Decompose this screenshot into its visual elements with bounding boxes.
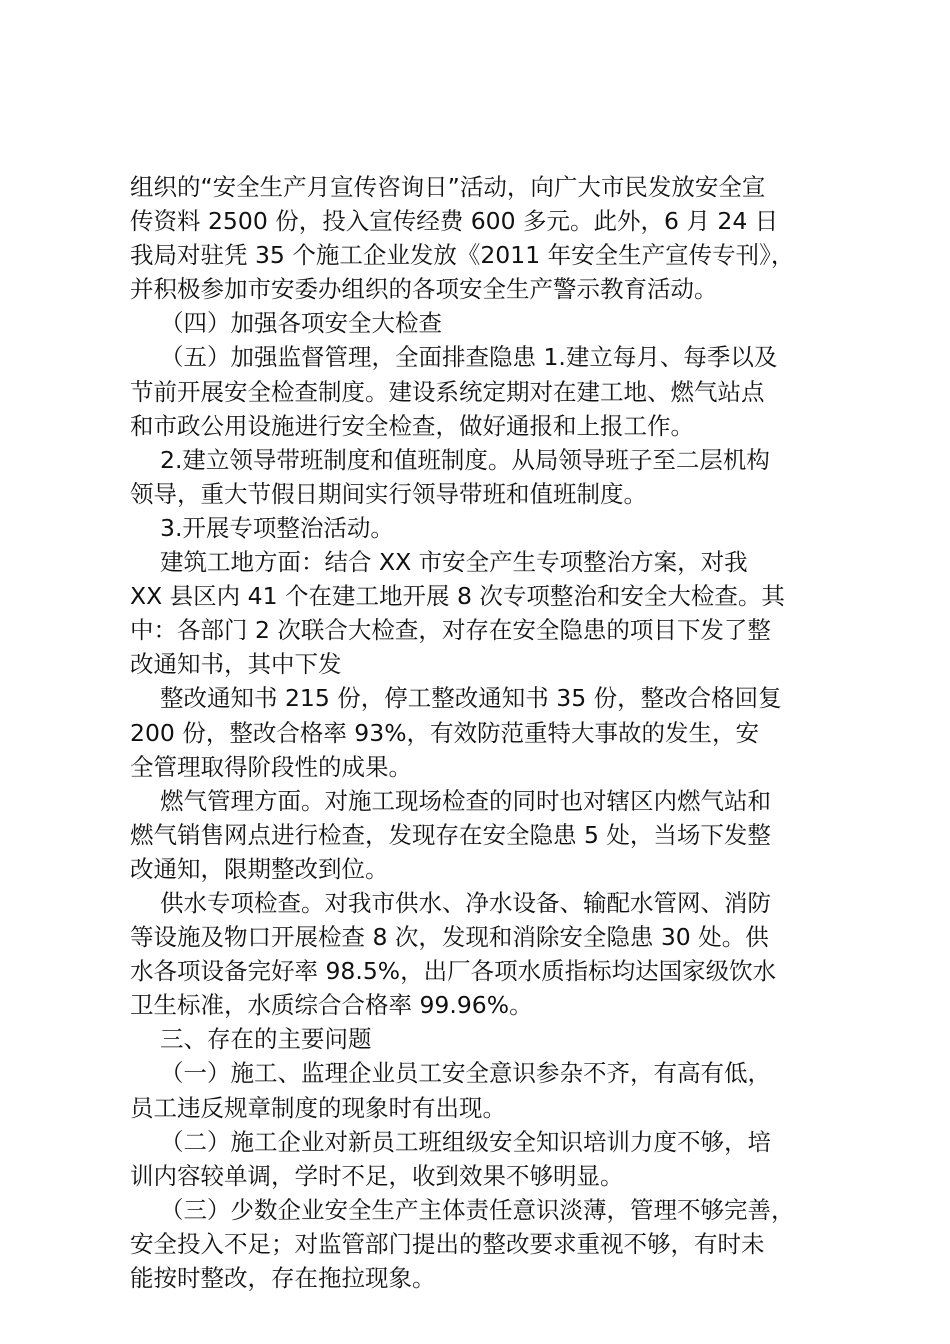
text-line: 我局对驻凭 35 个施工企业发放《2011 年安全生产宣传专刊》，: [130, 241, 795, 270]
text-line: 能按时整改，存在拖拉现象。: [130, 1264, 436, 1292]
heading-section-4: [130, 306, 835, 340]
text-line: 训内容较单调，学时不足，收到效果不够明显。: [130, 1161, 624, 1190]
text-line: （二）施工企业对新员工班组级安全知识培训力度不够，培: [160, 1127, 771, 1156]
paragraph-gas-management: [130, 784, 835, 886]
text-line: XX 县区内 41 个在建工地开展 8 次专项整治和安全大检查。其: [130, 582, 785, 611]
paragraph-problem-3: [130, 1193, 835, 1295]
text-line: 水各项设备完好率 98.5%，出厂各项水质指标均达国家级饮水: [130, 957, 777, 986]
text-line: 燃气管理方面。对施工现场检查的同时也对辖区内燃气站和: [160, 786, 771, 815]
text-line: 节前开展安全检查制度。建设系统定期对在建工地、燃气站点: [130, 377, 765, 406]
text-line: 三、存在的主要问题: [160, 1025, 372, 1054]
paragraph-item-3: [130, 511, 835, 545]
paragraph-problem-1: [130, 1056, 835, 1124]
text-line: 200 份，整改合格率 93%，有效防范重特大事故的发生，安: [130, 718, 760, 747]
text-line: 并积极参加市安委办组织的各项安全生产警示教育活动。: [130, 275, 718, 304]
text-line: 组织的“安全生产月宣传咨询日”活动，向广大市民发放安全宣: [130, 173, 766, 201]
text-line: 整改通知书 215 份，停工整改通知书 35 份，整改合格回复: [160, 684, 782, 713]
text-line: 改通知，限期整改到位。: [130, 854, 389, 883]
text-line: 卫生标准，水质综合合格率 99.96%。: [130, 991, 533, 1020]
text-line: 燃气销售网点进行检查，发现存在安全隐患 5 处，当场下发整: [130, 820, 771, 849]
text-line: 传资料 2500 份，投入宣传经费 600 多元。此外，6 月 24 日: [130, 207, 779, 236]
text-line: 3.开展专项整治活动。: [160, 513, 394, 542]
text-line: 等设施及物口开展检查 8 次，发现和消除安全隐患 30 处。供: [130, 923, 769, 952]
text-line: 建筑工地方面：结合 XX 市安全产生专项整治方案，对我: [160, 548, 748, 577]
paragraph-rectification-notices: [130, 681, 835, 783]
text-line: 供水专项检查。对我市供水、净水设备、输配水管网、消防: [160, 888, 771, 917]
text-line: 和市政公用设施进行安全检查，做好通报和上报工作。: [130, 411, 694, 440]
paragraph-publicity: [130, 170, 835, 306]
text-line: 全管理取得阶段性的成果。: [130, 752, 412, 781]
text-line: 员工违反规章制度的现象时有出现。: [130, 1093, 506, 1122]
paragraph-water-supply: [130, 886, 835, 1022]
paragraph-section-5: [130, 340, 835, 442]
paragraph-item-2: [130, 443, 835, 511]
paragraph-construction-sites: [130, 545, 835, 681]
paragraph-problem-2: [130, 1125, 835, 1193]
text-line: （一）施工、监理企业员工安全意识参杂不齐，有高有低，: [160, 1059, 771, 1088]
text-line: 领导，重大节假日期间实行领导带班和值班制度。: [130, 479, 647, 508]
text-line: （四）加强各项安全大检查: [160, 309, 442, 338]
text-line: 2.建立领导带班制度和值班制度。从局领导班子至二层机构: [160, 445, 770, 474]
text-line: （五）加强监督管理，全面排查隐患 1.建立每月、每季以及: [160, 343, 778, 372]
text-line: 中：各部门 2 次联合大检查，对存在安全隐患的项目下发了整: [130, 616, 771, 645]
heading-main-problems: [130, 1022, 835, 1056]
text-line: 安全投入不足；对监管部门提出的整改要求重视不够，有时未: [130, 1229, 765, 1258]
document-body: [130, 170, 835, 1295]
text-line: 改通知书，其中下发: [130, 650, 342, 679]
text-line: （三）少数企业安全生产主体责任意识淡薄，管理不够完善，: [160, 1195, 795, 1224]
